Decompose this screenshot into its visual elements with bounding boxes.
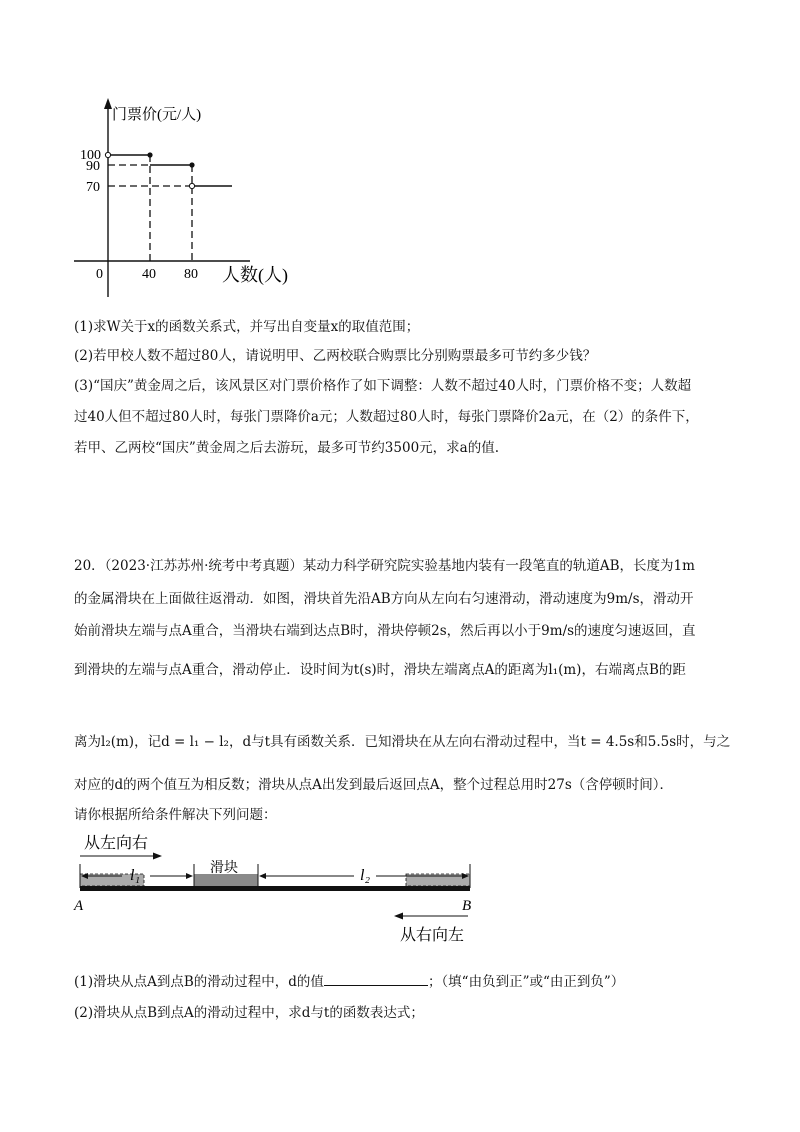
solid-point-40-100 <box>147 152 152 157</box>
q20-line1: 20．（2023·江苏苏州·统考中考真题）某动力科学研究院实验基地内装有一段笔直的轨道AB，长度为1m <box>74 558 695 574</box>
open-point-100 <box>105 152 110 157</box>
q20-part1-prefix: (1)滑块从点A到点B的滑动过程中，d的值 <box>74 974 324 990</box>
label-l1: l₁ <box>130 867 141 884</box>
label-B: B <box>462 898 472 914</box>
y-axis-label: 门票价(元/人) <box>112 107 202 123</box>
answer-blank[interactable] <box>324 973 428 986</box>
q20-line7: 请你根据所给条件解决下列问题： <box>74 807 277 823</box>
open-point-80-70 <box>189 183 194 188</box>
label-l2: l₂ <box>360 867 371 884</box>
y-tick-90: 90 <box>86 159 100 174</box>
track-diagram <box>70 828 480 946</box>
q20-line4: 到滑块的左端与点A重合，滑动停止．设时间为t(s)时，滑块左端离点A的距离为l₁(m)，右端离点B的距 <box>74 662 686 678</box>
x-tick-40: 40 <box>142 267 156 282</box>
q19-part3-line1: (3)“国庆”黄金周之后，该风景区对门票价格作了如下调整：人数不超过40人时，门票价格不变；人数超 <box>74 378 692 394</box>
y-tick-70: 70 <box>86 180 100 195</box>
q19-part3-line3: 若甲、乙两校“国庆”黄金周之后去游玩，最多可节约3500元，求a的值. <box>74 440 499 456</box>
q20-part2: (2)滑块从点B到点A的滑动过程中，求d与t的函数表达式； <box>74 1005 424 1021</box>
x-tick-80: 80 <box>184 267 198 282</box>
ticket-price-graph <box>60 95 288 305</box>
arrow-left-to-right-head <box>153 853 162 860</box>
q19-part1: (1)求W关于x的函数关系式，并写出自变量x的取值范围； <box>74 319 420 335</box>
q20-line5: 离为l₂(m)，记d = l₁ − l₂，d与t具有函数关系．已知滑块在从左向右滑动过程中，当t = 4.5s和5.5s时，与之 <box>74 734 731 750</box>
y-axis-arrow <box>104 98 112 109</box>
q20-part1-suffix: ；（填“由负到正”或“由正到负”） <box>427 974 625 990</box>
arrow-right-to-left-head <box>394 913 403 920</box>
rail <box>80 886 470 891</box>
label-left-to-right: 从左向右 <box>84 835 149 852</box>
slider-block-label: 滑块 <box>210 861 238 876</box>
label-right-to-left: 从右向左 <box>400 927 465 944</box>
dim-l2-head-left <box>259 873 266 879</box>
x-axis-label: 人数(人) <box>222 265 288 285</box>
label-A: A <box>74 898 84 914</box>
solid-point-80-90 <box>189 162 194 167</box>
q20-part1 <box>74 972 624 992</box>
dim-l1-head-right <box>186 873 193 879</box>
origin-label: 0 <box>96 267 103 282</box>
q19-part3-line2: 过40人但不超过80人时，每张门票降价a元；人数超过80人时，每张门票降价2a元，在（2）的条件下， <box>74 409 699 425</box>
q20-line3: 始前滑块左端与点A重合，当滑块右端到达点B时，滑块停顿2s，然后再以小于9m/s的速度匀速返回，直 <box>74 623 696 639</box>
y-tick-100: 100 <box>80 148 101 163</box>
q20-line6: 对应的d的两个值互为相反数；滑块从点A出发到最后返回点A，整个过程总用时27s（含停顿时间）． <box>74 777 673 793</box>
q19-part2: (2)若甲校人数不超过80人，请说明甲、乙两校联合购票比分别购票最多可节约多少钱？ <box>74 348 597 364</box>
q20-line2: 的金属滑块在上面做往返滑动．如图，滑块首先沿AB方向从左向右匀速滑动，滑动速度为9m/s，滑动开 <box>74 591 694 607</box>
